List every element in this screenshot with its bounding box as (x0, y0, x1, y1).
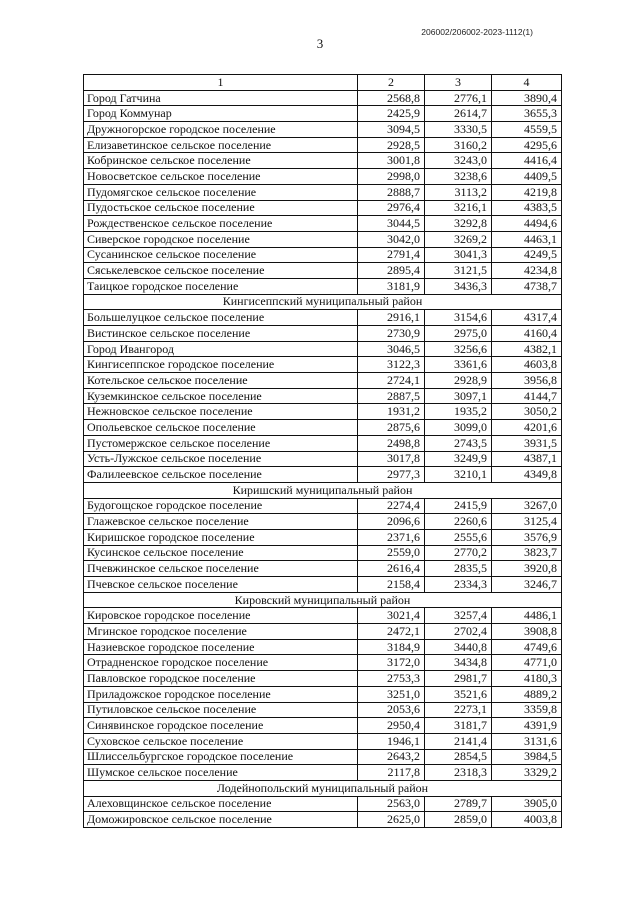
value-col-4: 4889,2 (492, 686, 562, 702)
value-col-3: 2273,1 (425, 702, 492, 718)
settlement-name: Мгинское городское поселение (84, 624, 358, 640)
value-col-2: 3122,3 (358, 357, 425, 373)
value-col-2: 2791,4 (358, 247, 425, 263)
table-row (84, 247, 562, 263)
section-title: Кингисеппский муниципальный район (84, 294, 562, 310)
value-col-3: 2702,4 (425, 624, 492, 640)
table-row (84, 608, 562, 624)
value-col-2: 2916,1 (358, 310, 425, 326)
value-col-3: 2776,1 (425, 90, 492, 106)
value-col-3: 2975,0 (425, 326, 492, 342)
table-row (84, 278, 562, 294)
table-row (84, 373, 562, 389)
value-col-2: 2568,8 (358, 90, 425, 106)
value-col-3: 3440,8 (425, 639, 492, 655)
value-col-4: 3125,4 (492, 514, 562, 530)
value-col-4: 4603,8 (492, 357, 562, 373)
value-col-3: 3181,7 (425, 718, 492, 734)
section-row (84, 294, 562, 310)
value-col-3: 2260,6 (425, 514, 492, 530)
value-col-3: 3361,6 (425, 357, 492, 373)
table-row (84, 263, 562, 279)
value-col-4: 4201,6 (492, 420, 562, 436)
value-col-3: 3097,1 (425, 388, 492, 404)
section-title: Киришский муниципальный район (84, 482, 562, 498)
value-col-2: 2998,0 (358, 169, 425, 185)
settlement-name: Елизаветинское сельское поселение (84, 137, 358, 153)
settlement-name: Путиловское сельское поселение (84, 702, 358, 718)
table-row (84, 341, 562, 357)
settlement-name: Сяськелевское сельское поселение (84, 263, 358, 279)
value-col-2: 3184,9 (358, 639, 425, 655)
value-col-4: 3931,5 (492, 435, 562, 451)
value-col-3: 3154,6 (425, 310, 492, 326)
table-row (84, 90, 562, 106)
settlement-name: Павловское городское поселение (84, 671, 358, 687)
settlement-name: Шлиссельбургское городское поселение (84, 749, 358, 765)
section-row (84, 592, 562, 608)
value-col-4: 4749,6 (492, 639, 562, 655)
value-col-3: 2334,3 (425, 577, 492, 593)
table-row (84, 200, 562, 216)
value-col-4: 4391,9 (492, 718, 562, 734)
table-row (84, 467, 562, 483)
value-col-2: 2887,5 (358, 388, 425, 404)
value-col-3: 2854,5 (425, 749, 492, 765)
value-col-2: 3094,5 (358, 122, 425, 138)
value-col-4: 3920,8 (492, 561, 562, 577)
settlement-name: Таицкое городское поселение (84, 278, 358, 294)
value-col-2: 1946,1 (358, 733, 425, 749)
value-col-2: 2274,4 (358, 498, 425, 514)
table-row (84, 639, 562, 655)
table-row (84, 153, 562, 169)
value-col-4: 4559,5 (492, 122, 562, 138)
value-col-4: 4416,4 (492, 153, 562, 169)
value-col-4: 4738,7 (492, 278, 562, 294)
value-col-4: 3984,5 (492, 749, 562, 765)
value-col-3: 3330,5 (425, 122, 492, 138)
table-row (84, 357, 562, 373)
value-col-4: 3905,0 (492, 796, 562, 812)
value-col-2: 2950,4 (358, 718, 425, 734)
value-col-2: 2888,7 (358, 184, 425, 200)
value-col-2: 2563,0 (358, 796, 425, 812)
settlement-name: Кингисеппское городское поселение (84, 357, 358, 373)
value-col-2: 2498,8 (358, 435, 425, 451)
value-col-3: 3521,6 (425, 686, 492, 702)
value-col-3: 2555,6 (425, 529, 492, 545)
table-row (84, 326, 562, 342)
table-row (84, 169, 562, 185)
value-col-4: 4463,1 (492, 231, 562, 247)
value-col-2: 2117,8 (358, 765, 425, 781)
value-col-2: 2625,0 (358, 812, 425, 828)
value-col-2: 3172,0 (358, 655, 425, 671)
value-col-2: 3017,8 (358, 451, 425, 467)
table-row (84, 749, 562, 765)
settlement-name: Дружногорское городское поселение (84, 122, 358, 138)
value-col-3: 2614,7 (425, 106, 492, 122)
settlement-name: Пустомержское сельское поселение (84, 435, 358, 451)
table-body (84, 90, 562, 827)
value-col-2: 2724,1 (358, 373, 425, 389)
value-col-4: 4160,4 (492, 326, 562, 342)
value-col-2: 2371,6 (358, 529, 425, 545)
settlement-name: Фалилеевское сельское поселение (84, 467, 358, 483)
value-col-2: 2753,3 (358, 671, 425, 687)
settlement-name: Шумское сельское поселение (84, 765, 358, 781)
column-header-1: 1 (84, 75, 358, 91)
table-row (84, 404, 562, 420)
section-row (84, 780, 562, 796)
value-col-2: 2096,6 (358, 514, 425, 530)
value-col-4: 3956,8 (492, 373, 562, 389)
value-col-3: 2859,0 (425, 812, 492, 828)
value-col-4: 3576,9 (492, 529, 562, 545)
table-row (84, 671, 562, 687)
settlement-name: Котельское сельское поселение (84, 373, 358, 389)
value-col-2: 2977,3 (358, 467, 425, 483)
document-code: 206002/206002-2023-1112(1) (421, 27, 533, 37)
data-table (83, 74, 562, 828)
table-row (84, 310, 562, 326)
value-col-4: 4382,1 (492, 341, 562, 357)
value-col-4: 4409,5 (492, 169, 562, 185)
settlement-name: Кусинское сельское поселение (84, 545, 358, 561)
value-col-3: 3434,8 (425, 655, 492, 671)
settlement-name: Опольевское сельское поселение (84, 420, 358, 436)
value-col-2: 2875,6 (358, 420, 425, 436)
value-col-2: 3021,4 (358, 608, 425, 624)
value-col-2: 3042,0 (358, 231, 425, 247)
section-row (84, 482, 562, 498)
value-col-2: 2895,4 (358, 263, 425, 279)
value-col-2: 3044,5 (358, 216, 425, 232)
value-col-4: 4219,8 (492, 184, 562, 200)
table-row (84, 451, 562, 467)
value-col-2: 3181,9 (358, 278, 425, 294)
settlement-name: Отрадненское городское поселение (84, 655, 358, 671)
value-col-4: 3890,4 (492, 90, 562, 106)
value-col-3: 2743,5 (425, 435, 492, 451)
table-row (84, 718, 562, 734)
table-row (84, 122, 562, 138)
value-col-3: 2789,7 (425, 796, 492, 812)
column-header-3: 3 (425, 75, 492, 91)
value-col-4: 4486,1 (492, 608, 562, 624)
settlement-name: Город Гатчина (84, 90, 358, 106)
value-col-4: 4180,3 (492, 671, 562, 687)
value-col-4: 3359,8 (492, 702, 562, 718)
value-col-4: 3246,7 (492, 577, 562, 593)
value-col-3: 3121,5 (425, 263, 492, 279)
value-col-3: 3436,3 (425, 278, 492, 294)
table-row (84, 106, 562, 122)
settlement-name: Вистинское сельское поселение (84, 326, 358, 342)
value-col-4: 4249,5 (492, 247, 562, 263)
value-col-4: 4349,8 (492, 467, 562, 483)
table-row (84, 529, 562, 545)
value-col-2: 2643,2 (358, 749, 425, 765)
table-row (84, 435, 562, 451)
table-row (84, 686, 562, 702)
table-row (84, 184, 562, 200)
settlement-name: Нежновское сельское поселение (84, 404, 358, 420)
value-col-3: 2928,9 (425, 373, 492, 389)
settlement-name: Киришское городское поселение (84, 529, 358, 545)
value-col-2: 2730,9 (358, 326, 425, 342)
value-col-4: 3655,3 (492, 106, 562, 122)
value-col-4: 4295,6 (492, 137, 562, 153)
value-col-2: 2616,4 (358, 561, 425, 577)
table-row (84, 812, 562, 828)
value-col-3: 2770,2 (425, 545, 492, 561)
settlement-name: Кировское городское поселение (84, 608, 358, 624)
value-col-3: 2415,9 (425, 498, 492, 514)
value-col-3: 3249,9 (425, 451, 492, 467)
table-row (84, 420, 562, 436)
settlement-name: Город Ивангород (84, 341, 358, 357)
settlement-name: Синявинское городское поселение (84, 718, 358, 734)
settlement-name: Усть-Лужское сельское поселение (84, 451, 358, 467)
value-col-4: 4144,7 (492, 388, 562, 404)
value-col-3: 3256,6 (425, 341, 492, 357)
value-col-3: 3113,2 (425, 184, 492, 200)
column-header-2: 2 (358, 75, 425, 91)
value-col-3: 3257,4 (425, 608, 492, 624)
value-col-2: 1931,2 (358, 404, 425, 420)
settlement-name: Приладожское городское поселение (84, 686, 358, 702)
value-col-3: 3160,2 (425, 137, 492, 153)
value-col-4: 3823,7 (492, 545, 562, 561)
section-title: Кировский муниципальный район (84, 592, 562, 608)
value-col-2: 2425,9 (358, 106, 425, 122)
value-col-3: 3210,1 (425, 467, 492, 483)
settlement-name: Пчевжинское сельское поселение (84, 561, 358, 577)
settlement-name: Будогощское городское поселение (84, 498, 358, 514)
settlement-name: Назиевское городское поселение (84, 639, 358, 655)
value-col-3: 2981,7 (425, 671, 492, 687)
settlement-name: Большелуцкое сельское поселение (84, 310, 358, 326)
settlement-name: Сусанинское сельское поселение (84, 247, 358, 263)
settlement-name: Сиверское городское поселение (84, 231, 358, 247)
table-row (84, 796, 562, 812)
value-col-2: 2158,4 (358, 577, 425, 593)
value-col-2: 3001,8 (358, 153, 425, 169)
table-row (84, 498, 562, 514)
value-col-4: 4383,5 (492, 200, 562, 216)
settlement-name: Пчевское сельское поселение (84, 577, 358, 593)
value-col-3: 3243,0 (425, 153, 492, 169)
settlement-name: Доможировское сельское поселение (84, 812, 358, 828)
table-row (84, 545, 562, 561)
settlement-name: Глажевское сельское поселение (84, 514, 358, 530)
value-col-3: 3099,0 (425, 420, 492, 436)
value-col-2: 3251,0 (358, 686, 425, 702)
settlement-name: Рождественское сельское поселение (84, 216, 358, 232)
settlement-name: Кобринское сельское поселение (84, 153, 358, 169)
value-col-3: 3292,8 (425, 216, 492, 232)
table-row (84, 655, 562, 671)
value-col-3: 3238,6 (425, 169, 492, 185)
value-col-4: 4317,4 (492, 310, 562, 326)
settlement-name: Алеховщинское сельское поселение (84, 796, 358, 812)
value-col-4: 3329,2 (492, 765, 562, 781)
value-col-2: 2472,1 (358, 624, 425, 640)
value-col-3: 2835,5 (425, 561, 492, 577)
value-col-4: 3267,0 (492, 498, 562, 514)
table-row (84, 514, 562, 530)
table-row (84, 561, 562, 577)
value-col-4: 4494,6 (492, 216, 562, 232)
table-header-row (84, 75, 562, 91)
value-col-4: 4003,8 (492, 812, 562, 828)
value-col-2: 2976,4 (358, 200, 425, 216)
value-col-4: 3050,2 (492, 404, 562, 420)
settlement-name: Куземкинское сельское поселение (84, 388, 358, 404)
column-header-4: 4 (492, 75, 562, 91)
settlement-name: Суховское сельское поселение (84, 733, 358, 749)
value-col-4: 3131,6 (492, 733, 562, 749)
value-col-3: 3041,3 (425, 247, 492, 263)
value-col-4: 4387,1 (492, 451, 562, 467)
settlement-name: Город Коммунар (84, 106, 358, 122)
value-col-2: 2053,6 (358, 702, 425, 718)
settlement-name: Пудостьское сельское поселение (84, 200, 358, 216)
settlement-name: Пудомягское сельское поселение (84, 184, 358, 200)
settlement-name: Новосветское сельское поселение (84, 169, 358, 185)
table-row (84, 733, 562, 749)
section-title: Лодейнопольский муниципальный район (84, 780, 562, 796)
value-col-4: 3908,8 (492, 624, 562, 640)
value-col-3: 3269,2 (425, 231, 492, 247)
value-col-4: 4771,0 (492, 655, 562, 671)
table-row (84, 702, 562, 718)
table-row (84, 231, 562, 247)
value-col-4: 4234,8 (492, 263, 562, 279)
value-col-3: 2318,3 (425, 765, 492, 781)
table-row (84, 765, 562, 781)
table-row (84, 388, 562, 404)
value-col-2: 2928,5 (358, 137, 425, 153)
value-col-3: 2141,4 (425, 733, 492, 749)
table-row (84, 577, 562, 593)
value-col-2: 3046,5 (358, 341, 425, 357)
page-number: 3 (316, 36, 324, 51)
table-row (84, 137, 562, 153)
value-col-3: 3216,1 (425, 200, 492, 216)
table-row (84, 624, 562, 640)
table-row (84, 216, 562, 232)
value-col-3: 1935,2 (425, 404, 492, 420)
value-col-2: 2559,0 (358, 545, 425, 561)
